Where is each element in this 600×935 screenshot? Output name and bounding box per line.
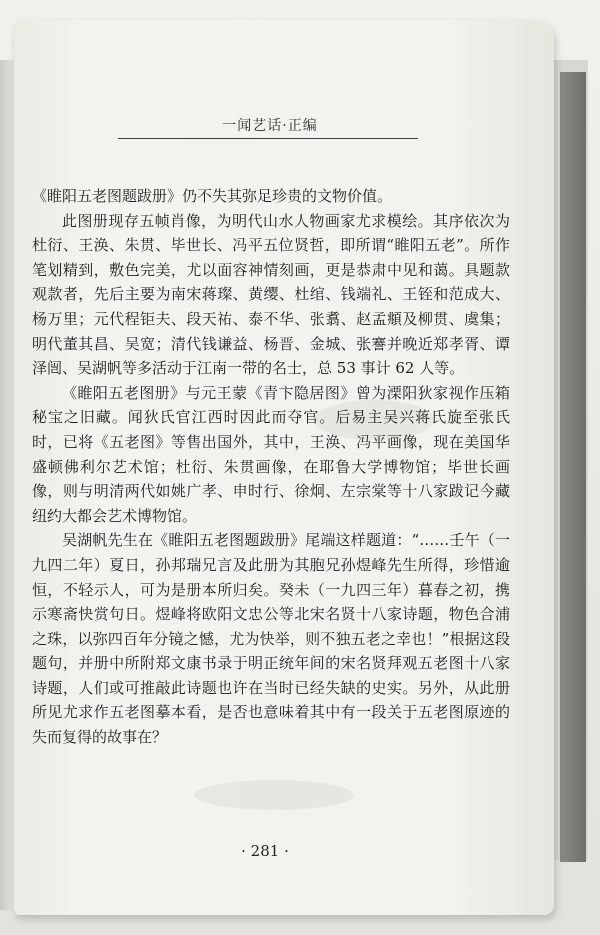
page-number: · 281 · xyxy=(241,842,289,860)
paragraph: 《睢阳五老图册》与元王蒙《青卞隐居图》曾为溧阳狄家视作压箱秘宝之旧藏。闻狄氏官江西时因此而夺官。后易主吴兴蒋氏旋至张氏时，已将《五老图》等售出国外，其中，王涣、冯平画像，现在美国华盛顿佛利尔艺术馆；杜衍、朱贯画像，在耶鲁大学博物馆；毕世长画像，则与明清两代如姚广孝、申时行、徐炯、左宗棠等十八家跋记今藏纽约大都会艺术博物馆。 xyxy=(32,383,510,525)
paper-smudge xyxy=(194,780,354,810)
body-text xyxy=(32,184,510,750)
paragraph: 《睢阳五老图题跋册》仍不失其弥足珍贵的文物价值。 xyxy=(32,187,393,205)
header-rule xyxy=(118,138,418,139)
paragraph: 此图册现存五帧肖像，为明代山水人物画家尤求模绘。其序依次为杜衍、王涣、朱贯、毕世长、冯平五位贤哲，即所谓“睢阳五老”。所作笔划精到，敷色完美，尤以面容神情刻画，更是恭肃中见和蔼。具题款观款者，先后主要为南宋蒋璨、黄缨、杜绾、钱端礼、王铚和范成大、杨万里；元代程钜夫、段天祐、泰不华、张翥、赵孟頫及柳贯、虞集；明代董其昌、吴宽；清代钱谦益、杨晋、金城、张謇并晚近郑孝胥、谭泽闿、吴湖帆等多活动于江南一带的名士，总 53 事计 62 人等。 xyxy=(32,211,510,378)
left-page-edge xyxy=(0,60,14,910)
paragraph: 吴湖帆先生在《睢阳五老图题跋册》尾端这样题道：“……壬午（一九四二年）夏日，孙邦瑞兄言及此册为其胞兄孙煜峰先生所得，珍惜逾恒，不轻示人，可为是册本所归矣。癸未（一九四三年）暮春之初，携示寒斋快赏句日。煜峰将欧阳文忠公等北宋名贤十八家诗题，物色合浦之珠，以弥四百年分镜之憾，尤为快举，则不独五老之幸也！”根据这段题句，并册中所附郑文康书录于明正统年间的宋名贤拜观五老图十八家诗题，人们或可推敲此诗题也许在当时已经失缺的史实。另外，从此册所见尤求作五老图摹本看，是否也意味着其中有一段关于五老图原迹的失而复得的故事在？ xyxy=(32,531,510,747)
book-spine xyxy=(560,72,586,862)
running-header: 一闻艺话·正编 xyxy=(222,118,318,134)
